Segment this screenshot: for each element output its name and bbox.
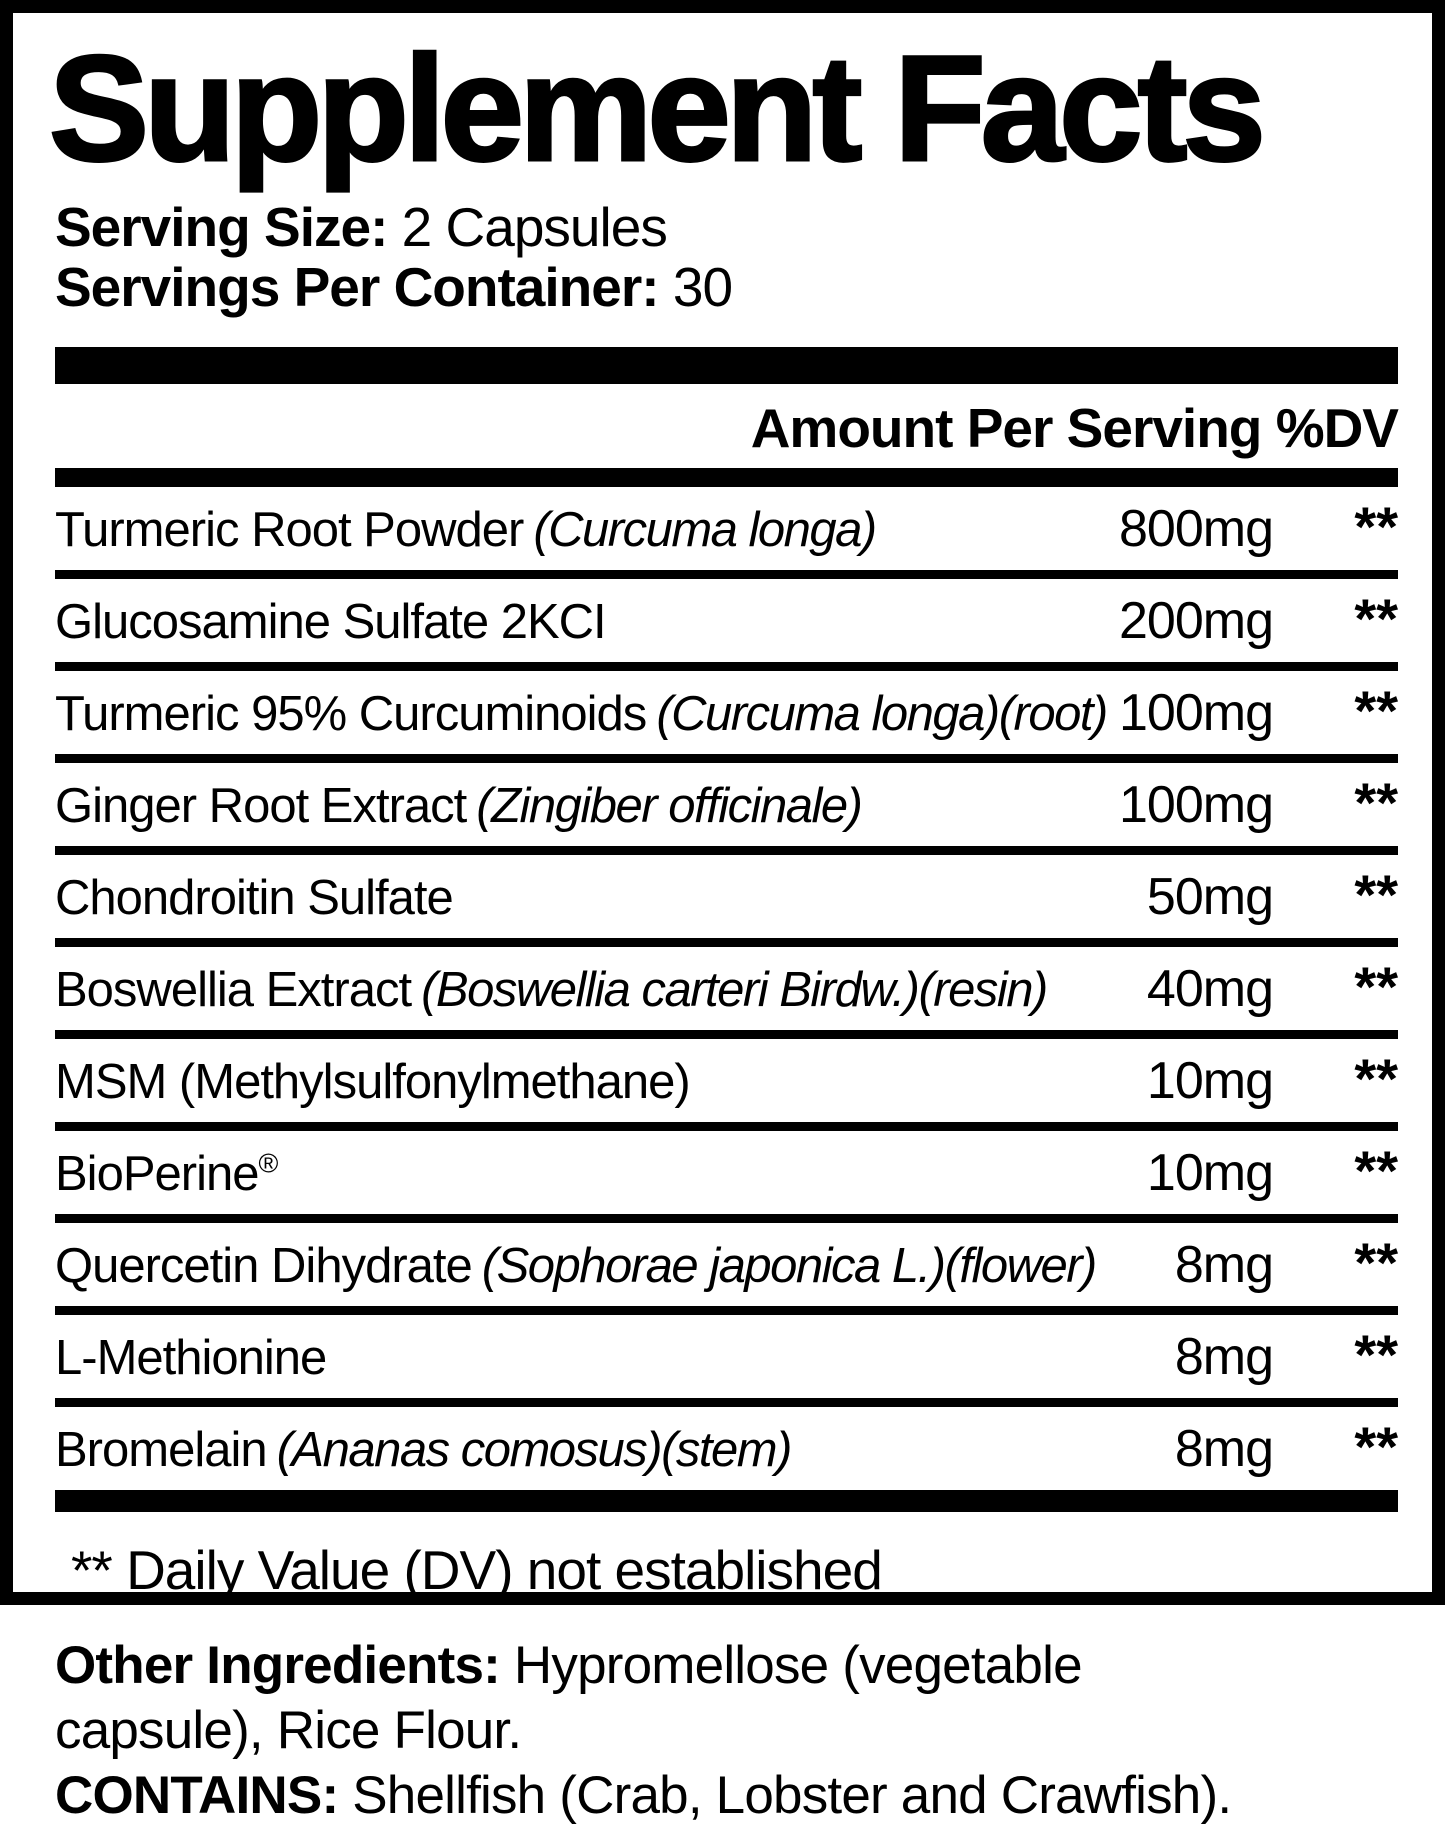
ingredient-name-text: Ginger Root Extract: [55, 779, 467, 833]
ingredient-name: [55, 1143, 1058, 1205]
row-separator: [55, 1030, 1398, 1039]
ingredient-dv: **: [1354, 1415, 1398, 1478]
row-separator: [55, 754, 1398, 763]
other-ingredients-label: Other Ingredients:: [55, 1636, 500, 1695]
servings-per-container-line: [55, 257, 1398, 317]
footnote-divider-bar: [55, 1490, 1398, 1512]
ingredient-row: [55, 1407, 1398, 1490]
ingredient-dv: **: [1354, 771, 1398, 834]
ingredient-dv: **: [1354, 587, 1398, 650]
ingredient-row: [55, 1315, 1398, 1398]
serving-size-line: [55, 197, 1398, 257]
ingredient-name-text: Glucosamine Sulfate 2KCI: [55, 595, 606, 649]
row-separator: [55, 846, 1398, 855]
ingredient-dv: **: [1354, 679, 1398, 742]
top-divider-bar: [55, 347, 1398, 384]
ingredient-row: [55, 1039, 1398, 1122]
ingredient-name: [55, 499, 1058, 561]
ingredient-name: [55, 1327, 1058, 1389]
ingredient-name: [55, 1235, 1096, 1297]
ingredient-dv: **: [1354, 955, 1398, 1018]
ingredient-name: [55, 775, 1058, 837]
row-separator: [55, 570, 1398, 579]
ingredients-table-body: [55, 487, 1398, 1490]
ingredient-name-text: Bromelain: [55, 1423, 267, 1477]
registered-trademark-symbol: ®: [258, 1148, 278, 1179]
ingredient-row: [55, 579, 1398, 662]
ingredient-row: [55, 855, 1398, 938]
ingredient-row: [55, 1131, 1398, 1214]
row-separator: [55, 1214, 1398, 1223]
ingredient-latin-name: (Zingiber officinale): [476, 779, 862, 833]
ingredient-name-text: BioPerine: [55, 1147, 259, 1201]
ingredient-dv: **: [1354, 1047, 1398, 1110]
ingredient-name-text: MSM (Methylsulfonylmethane): [55, 1055, 690, 1109]
ingredient-row: [55, 947, 1398, 1030]
ingredient-amount: 100mg: [1119, 776, 1273, 834]
panel-title: Supplement Facts: [49, 24, 1261, 192]
servings-per-container-label: Servings Per Container:: [55, 256, 659, 318]
ingredient-name-text: Chondroitin Sulfate: [55, 871, 453, 925]
ingredient-name: [55, 959, 1058, 1021]
ingredient-name: [55, 1419, 1058, 1481]
ingredient-latin-name: (Boswellia carteri Birdw.)(resin): [421, 963, 1047, 1017]
ingredient-amount: 200mg: [1119, 592, 1273, 650]
ingredient-name: [55, 591, 1058, 653]
ingredient-name-text: Turmeric 95% Curcuminoids: [55, 687, 647, 741]
ingredient-latin-name: (Sophorae japonica L.)(flower): [481, 1239, 1096, 1293]
ingredient-latin-name: (Ananas comosus)(stem): [276, 1423, 791, 1477]
ingredient-dv: **: [1354, 1139, 1398, 1202]
other-ingredients-line-2: [55, 1698, 1435, 1763]
ingredient-latin-name: (Curcuma longa): [533, 503, 876, 557]
other-ingredients-text-1: Hypromellose (vegetable: [513, 1636, 1082, 1695]
ingredient-amount: 10mg: [1146, 1144, 1273, 1202]
ingredient-dv: **: [1354, 1231, 1398, 1294]
ingredient-row: [55, 1223, 1398, 1306]
ingredient-name-text: Boswellia Extract: [55, 963, 412, 1017]
row-separator: [55, 1306, 1398, 1315]
row-separator: [55, 662, 1398, 671]
ingredient-amount: 8mg: [1174, 1328, 1273, 1386]
ingredient-name-text: Turmeric Root Powder: [55, 503, 524, 557]
ingredient-name-text: Quercetin Dihydrate: [55, 1239, 472, 1293]
serving-size-value: 2 Capsules: [401, 196, 667, 258]
ingredient-amount: 50mg: [1146, 868, 1273, 926]
ingredient-row: [55, 671, 1398, 754]
contains-text: Shellfish (Crab, Lobster and Crawfish).: [352, 1766, 1232, 1825]
other-ingredients-line-1: [55, 1633, 1435, 1698]
servings-per-container-value: 30: [672, 256, 733, 318]
ingredient-row: [55, 763, 1398, 846]
contains-line: [55, 1763, 1435, 1828]
other-ingredients-text-2: capsule), Rice Flour.: [55, 1701, 522, 1760]
serving-size-label: Serving Size:: [55, 196, 388, 258]
ingredient-amount: 800mg: [1119, 500, 1273, 558]
row-separator: [55, 1122, 1398, 1131]
contains-label: CONTAINS:: [55, 1766, 339, 1825]
ingredient-amount: 8mg: [1174, 1420, 1273, 1478]
ingredient-dv: **: [1354, 495, 1398, 558]
ingredient-dv: **: [1354, 1323, 1398, 1386]
header-divider-bar: [55, 468, 1398, 487]
ingredient-latin-name: (Curcuma longa)(root): [656, 687, 1107, 741]
ingredient-amount: 8mg: [1174, 1236, 1273, 1294]
row-separator: [55, 938, 1398, 947]
daily-value-footnote: ** Daily Value (DV) not established: [71, 1539, 882, 1601]
ingredient-amount: 40mg: [1146, 960, 1273, 1018]
row-separator: [55, 1398, 1398, 1407]
amount-per-serving-header: Amount Per Serving %DV: [750, 397, 1398, 459]
ingredient-name-text: L-Methionine: [55, 1331, 327, 1385]
ingredient-amount: 100mg: [1119, 684, 1273, 742]
ingredient-dv: **: [1354, 863, 1398, 926]
bottom-ingredients-section: [0, 1605, 1445, 1828]
ingredient-row: [55, 487, 1398, 570]
ingredient-name: [55, 867, 1058, 929]
ingredient-name: [55, 683, 1107, 745]
ingredient-name: [55, 1051, 1058, 1113]
ingredient-amount: 10mg: [1146, 1052, 1273, 1110]
